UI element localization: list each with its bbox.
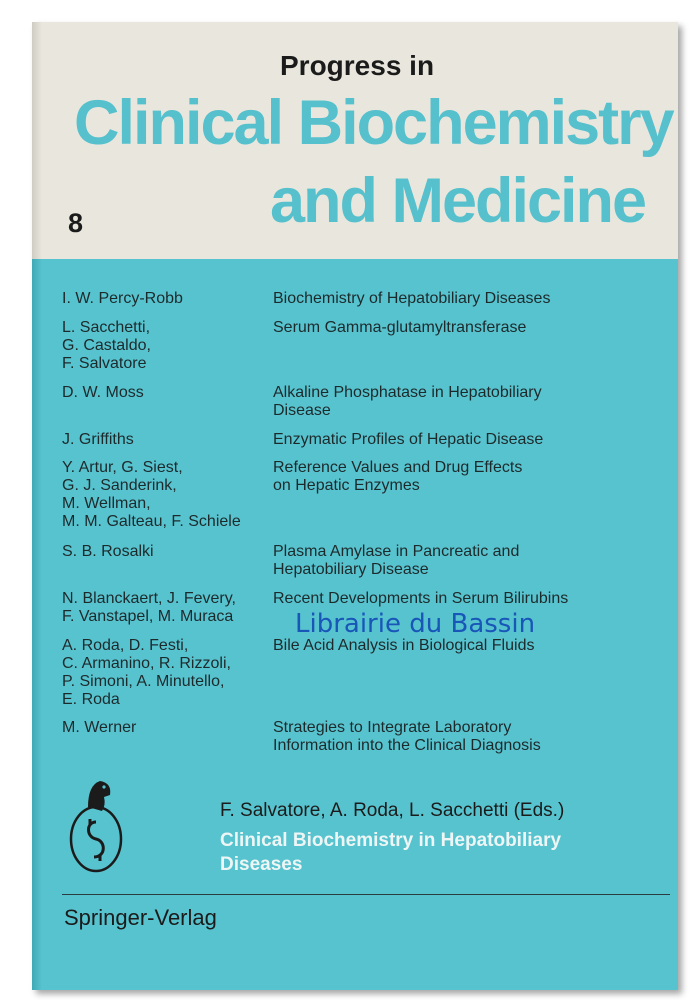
volume-number: 8 [68, 208, 84, 238]
editors: F. Salvatore, A. Roda, L. Sacchetti (Eds.) [220, 800, 565, 821]
springer-knight-logo [66, 777, 126, 877]
toc-chapter: Serum Gamma-glutamyltransferase [273, 319, 527, 336]
toc-chapter: Strategies to Integrate Laboratory Information into the Clinical Diagnosis [273, 719, 541, 754]
spine-edge-top [32, 22, 42, 259]
toc-chapter: Biochemistry of Hepatobiliary Diseases [273, 290, 551, 307]
toc-author: I. W. Percy-Robb [62, 290, 183, 307]
toc-chapter: Alkaline Phosphatase in Hepatobiliary Disease [273, 384, 542, 419]
watermark: Librairie du Bassin [295, 609, 536, 639]
toc-author: N. Blanckaert, J. Fevery, F. Vanstapel, M. Muraca [62, 590, 236, 625]
series-label: Progress in [280, 50, 435, 81]
toc-author: J. Griffiths [62, 431, 134, 448]
publisher: Springer-Verlag [64, 905, 217, 930]
toc-author: M. Werner [62, 719, 137, 736]
toc-chapter: Plasma Amylase in Pancreatic and Hepatobiliary Disease [273, 543, 520, 578]
toc-chapter: Recent Developments in Serum Bilirubins [273, 590, 569, 607]
divider-rule [62, 894, 670, 895]
title-line-2: and Medicine [270, 166, 646, 236]
toc-author: S. B. Rosalki [62, 543, 154, 560]
toc-chapter: Bile Acid Analysis in Biological Fluids [273, 637, 535, 654]
volume-title: Clinical Biochemistry in Hepatobiliary Diseases [220, 830, 562, 875]
title-line-1: Clinical Biochemistry [74, 88, 673, 158]
toc-chapter: Enzymatic Profiles of Hepatic Disease [273, 431, 544, 448]
toc-author: L. Sacchetti, G. Castaldo, F. Salvatore [62, 319, 151, 372]
toc-author: D. W. Moss [62, 384, 144, 401]
toc-author: A. Roda, D. Festi, C. Armanino, R. Rizzoli, P. Simoni, A. Minutello, E. Roda [62, 637, 231, 708]
title-band [32, 22, 678, 259]
toc-chapter: Reference Values and Drug Effects on Hepatic Enzymes [273, 459, 523, 494]
toc-author: Y. Artur, G. Siest, G. J. Sanderink, M. Wellman, M. M. Galteau, F. Schiele [62, 459, 241, 530]
book-cover [32, 22, 678, 990]
